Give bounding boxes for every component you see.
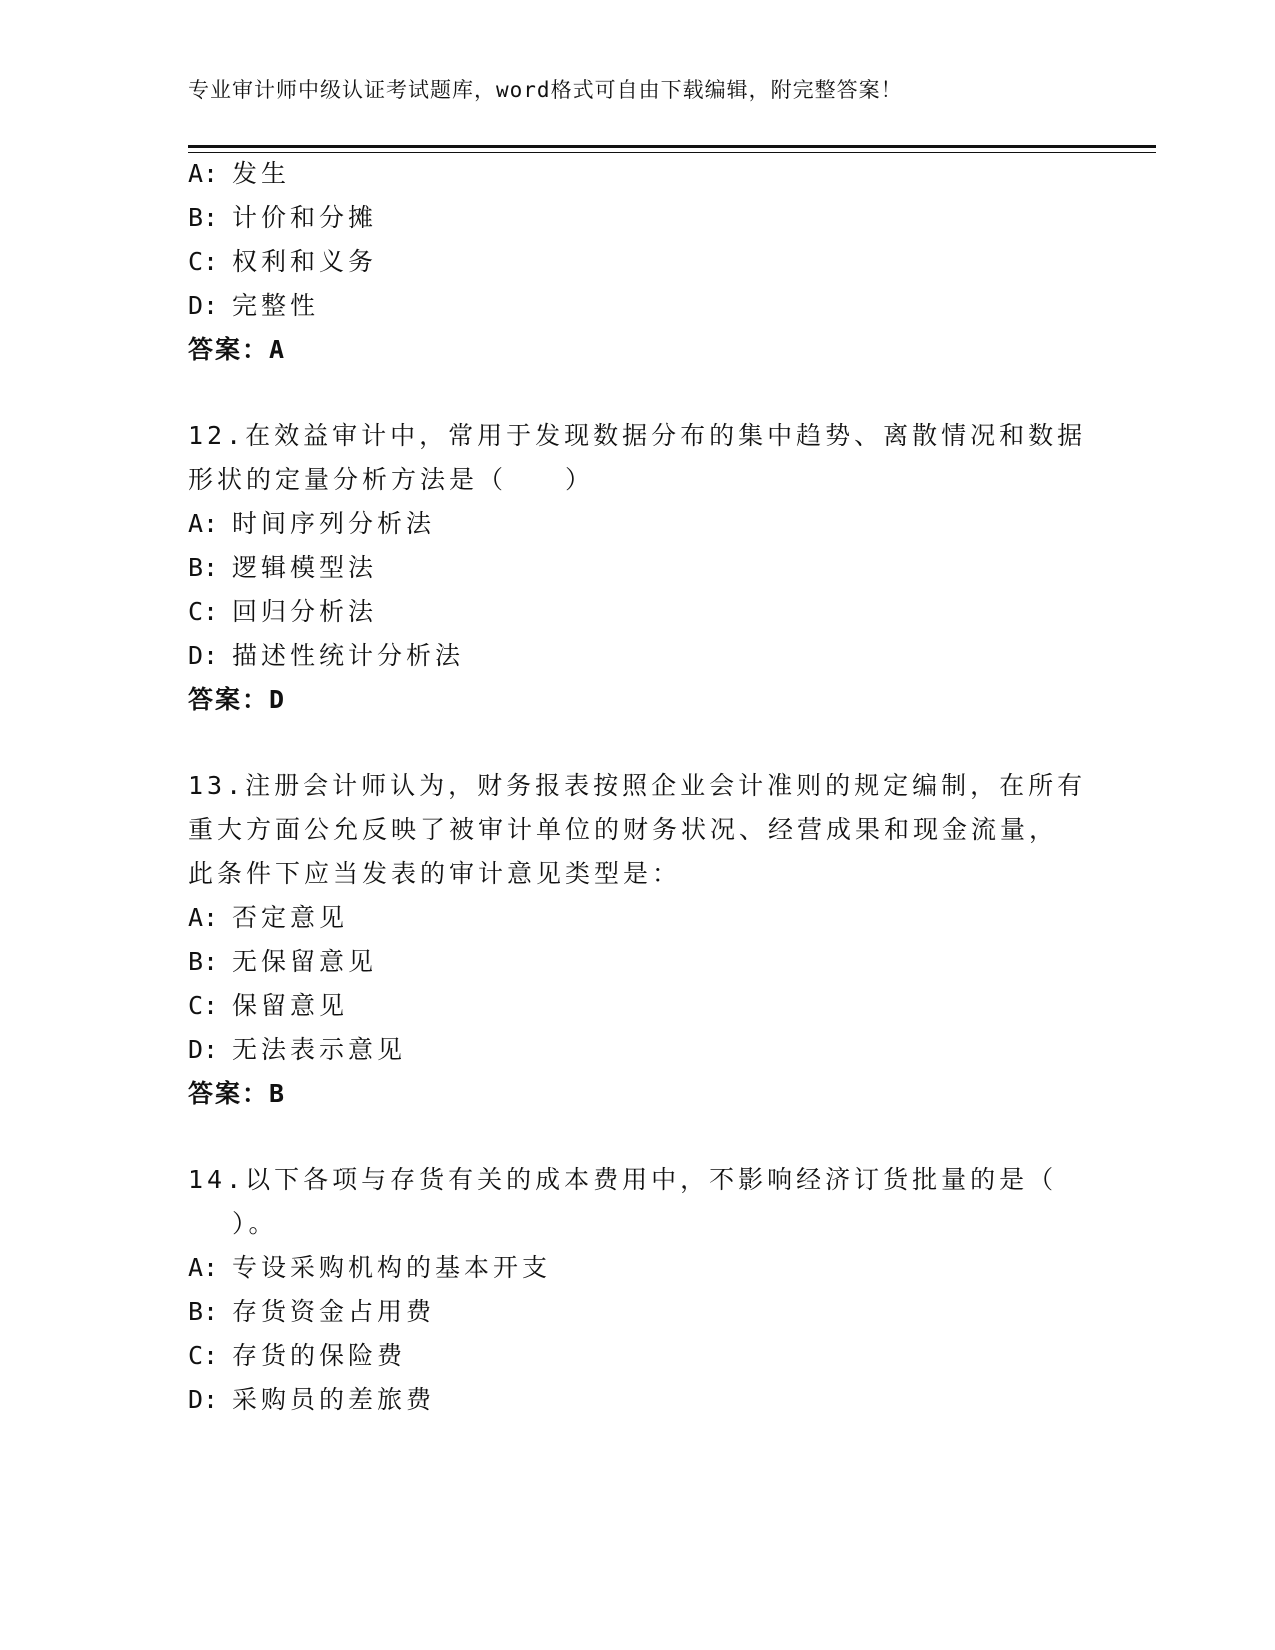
page-header: 专业审计师中级认证考试题库，word格式可自由下载编辑，附完整答案！ — [188, 78, 903, 102]
option-c: C: 保留意见 — [188, 991, 349, 1020]
option-a: A: 专设采购机构的基本开支 — [188, 1253, 552, 1282]
question-stem-line: ）。 — [232, 1209, 278, 1238]
option-a: A: 否定意见 — [188, 903, 349, 932]
option-b: B: 逻辑模型法 — [188, 553, 378, 582]
option-c: C: 回归分析法 — [188, 597, 378, 626]
question-stem-line: 形状的定量分析方法是（ ） — [188, 465, 595, 494]
header-divider-thin — [188, 152, 1156, 153]
option-b: B: 计价和分摊 — [188, 203, 378, 232]
answer-line: 答案：B — [188, 1079, 287, 1108]
question-stem-line: 此条件下应当发表的审计意见类型是： — [188, 859, 682, 888]
option-d: D: 描述性统计分析法 — [188, 641, 465, 670]
answer-line: 答案：A — [188, 335, 287, 364]
option-b: B: 存货资金占用费 — [188, 1297, 436, 1326]
option-d: D: 无法表示意见 — [188, 1035, 407, 1064]
answer-line: 答案：D — [188, 685, 287, 714]
question-stem-line: 14.以下各项与存货有关的成本费用中，不影响经济订货批量的是（ — [188, 1165, 1058, 1194]
option-c: C: 存货的保险费 — [188, 1341, 407, 1370]
option-b: B: 无保留意见 — [188, 947, 378, 976]
question-stem-line: 13.注册会计师认为，财务报表按照企业会计准则的规定编制，在所有 — [188, 771, 1087, 800]
option-c: C: 权利和义务 — [188, 247, 378, 276]
question-stem-line: 重大方面公允反映了被审计单位的财务状况、经营成果和现金流量， — [188, 815, 1059, 844]
option-d: D: 采购员的差旅费 — [188, 1385, 436, 1414]
option-d: D: 完整性 — [188, 291, 320, 320]
question-stem-line: 12.在效益审计中，常用于发现数据分布的集中趋势、离散情况和数据 — [188, 421, 1087, 450]
option-a: A: 时间序列分析法 — [188, 509, 436, 538]
header-divider-thick — [188, 145, 1156, 148]
option-a: A: 发生 — [188, 159, 291, 188]
